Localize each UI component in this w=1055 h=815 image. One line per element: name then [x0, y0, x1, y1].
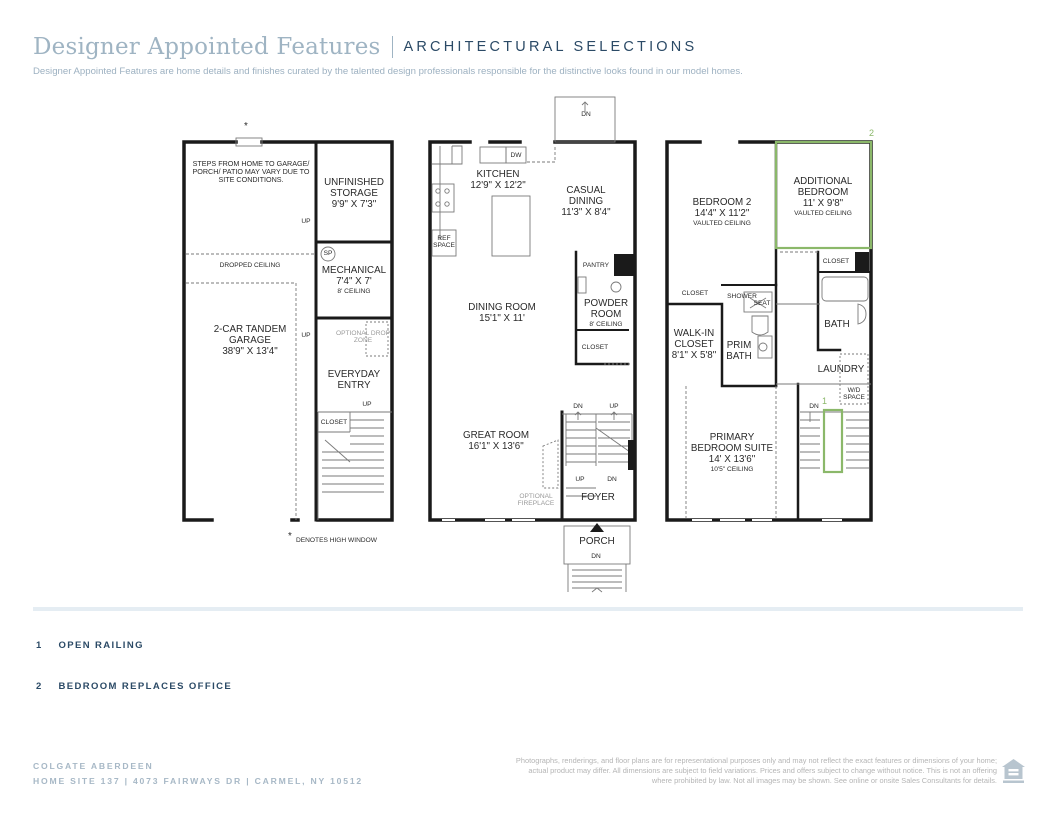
mechanical-ceiling: 8' CEILING: [337, 288, 371, 295]
dining-room-dims: 15'1" X 11': [479, 313, 525, 324]
option-marker-2: 2: [869, 128, 875, 138]
dn-label: DN: [591, 553, 601, 560]
dn-label: DN: [573, 403, 583, 410]
up-label: UP: [301, 218, 311, 225]
sp-label: SP: [323, 250, 333, 257]
dropped-ceiling-label: DROPPED CEILING: [219, 262, 281, 269]
high-window-note: DENOTES HIGH WINDOW: [296, 537, 377, 544]
primary-suite-label: PRIMARY BEDROOM SUITE: [690, 432, 774, 454]
page-title: Designer Appointed Features: [33, 34, 381, 60]
community-name: COLGATE ABERDEEN: [33, 761, 154, 771]
additional-bedroom-ceiling: VAULTED CEILING: [794, 210, 852, 217]
optional-fireplace-label: OPTIONAL FIREPLACE: [517, 493, 555, 508]
dining-room-label: DINING ROOM: [468, 302, 536, 313]
mechanical-dims: 7'4" X 7': [336, 276, 372, 287]
casual-dining-label: CASUAL DINING: [566, 185, 606, 207]
prim-bath-label: PRIM BATH: [726, 340, 752, 362]
up-label: UP: [575, 476, 585, 483]
up-label: UP: [362, 401, 372, 408]
primary-suite-ceiling: 10'5" CEILING: [710, 466, 754, 473]
storage-dims: 9'9" X 7'3": [331, 199, 377, 210]
casual-dining-dims: 11'3" X 8'4": [561, 207, 611, 218]
wd-space-label: W/D SPACE: [843, 387, 865, 402]
equal-housing-icon: [1001, 758, 1026, 784]
powder-room-ceiling: 8' CEILING: [589, 321, 623, 328]
homesite-address: HOME SITE 137 | 4073 FAIRWAYS DR | CARMEL, NY 10512: [33, 776, 363, 786]
footer-address: [33, 759, 363, 789]
steps-note: STEPS FROM HOME TO GARAGE/ PORCH/ PATIO MAY VARY DUE TO SITE CONDITIONS.: [192, 159, 310, 185]
closet-label: CLOSET: [681, 290, 709, 297]
legend-item: [36, 676, 232, 694]
legend-label: OPEN RAILING: [58, 640, 144, 651]
great-room-label: GREAT ROOM: [462, 430, 530, 441]
bedroom-2-ceiling: VAULTED CEILING: [693, 220, 751, 227]
additional-bedroom-dims: 11' X 9'8": [802, 198, 844, 209]
bath-label: BATH: [824, 319, 850, 330]
great-room-dims: 16'1" X 13'6": [468, 441, 524, 452]
disclaimer-text: Photographs, renderings, and floor plans are for representational purposes only and may not reflect the exact features or dimensions of your home; actual product may differ. All dimensions are subject to field variations. Prices and offers subject to change without notice. This is not an offering where prohibited by law. Not all images may be shown. See online or onsite Sales Consultants for details.: [515, 756, 997, 785]
closet-label: CLOSET: [320, 419, 348, 426]
intro-text: Designer Appointed Features are home details and finishes curated by the talented design professionals responsible for the distinctive looks found in our model homes.: [33, 66, 743, 77]
page-subtitle: ARCHITECTURAL SELECTIONS: [403, 39, 698, 55]
option-marker-1: 1: [822, 396, 828, 406]
ref-space-label: REF SPACE: [433, 235, 455, 250]
powder-room-label: POWDER ROOM: [583, 298, 629, 320]
up-label: UP: [301, 332, 311, 339]
garage-label: 2-CAR TANDEM GARAGE: [213, 324, 287, 346]
high-window-asterisk: *: [288, 531, 292, 542]
laundry-label: LAUNDRY: [817, 364, 865, 375]
optional-drop-zone-label: OPTIONAL DROP ZONE: [336, 330, 390, 345]
walk-in-closet-dims: 8'1" X 5'8": [671, 350, 717, 361]
closet-label: CLOSET: [822, 258, 850, 265]
seat-label: SEAT: [753, 300, 771, 307]
storage-label: UNFINISHED STORAGE: [324, 177, 384, 199]
bedroom-2-dims: 14'4" X 11'2": [694, 208, 750, 219]
shower-label: SHOWER: [727, 293, 757, 300]
legend-item: [36, 635, 144, 653]
up-label: UP: [609, 403, 619, 410]
high-window-marker: *: [244, 121, 248, 132]
legend-number: 2: [36, 681, 43, 692]
dishwasher-label: DW: [510, 152, 522, 159]
everyday-entry-label: EVERYDAY ENTRY: [327, 369, 381, 391]
dn-label: DN: [581, 111, 591, 118]
bedroom-2-label: BEDROOM 2: [692, 197, 752, 208]
kitchen-label: KITCHEN: [476, 169, 520, 180]
primary-suite-dims: 14' X 13'6": [708, 454, 756, 465]
garage-dims: 38'9" X 13'4": [222, 346, 278, 357]
walk-in-closet-label: WALK-IN CLOSET: [673, 328, 715, 350]
legend-number: 1: [36, 640, 43, 651]
dn-label: DN: [809, 403, 819, 410]
section-divider: [33, 607, 1023, 611]
additional-bedroom-label: ADDITIONAL BEDROOM: [793, 176, 853, 198]
porch-label: PORCH: [579, 536, 615, 547]
dn-label: DN: [607, 476, 617, 483]
foyer-label: FOYER: [581, 492, 615, 503]
pantry-label: PANTRY: [582, 262, 610, 269]
kitchen-dims: 12'9" X 12'2": [470, 180, 526, 191]
mechanical-label: MECHANICAL: [321, 265, 387, 276]
closet-label: CLOSET: [581, 344, 609, 351]
legend-label: BEDROOM REPLACES OFFICE: [58, 681, 233, 692]
